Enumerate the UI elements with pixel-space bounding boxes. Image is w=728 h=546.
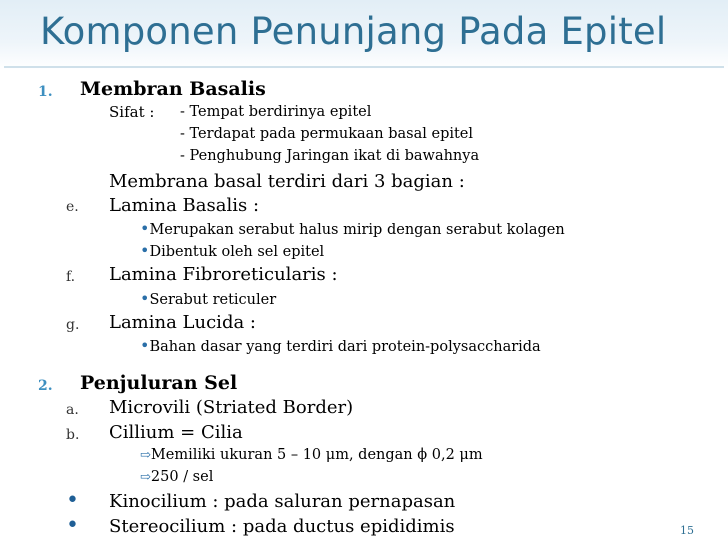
part-name: Lamina Basalis : bbox=[109, 195, 260, 216]
cilia-detail: ⇨Memiliki ukuran 5 – 10 μm, dengan ϕ 0,2 μm bbox=[140, 447, 483, 463]
sifat-item: - Tempat berdirinya epitel bbox=[180, 104, 372, 120]
bullet-dot-icon: • bbox=[140, 289, 150, 308]
part-detail: •Merupakan serabut halus mirip dengan serabut kolagen bbox=[140, 219, 565, 238]
part-letter: f. bbox=[66, 269, 76, 285]
item-text: Cillium = Cilia bbox=[109, 422, 243, 443]
bullet-dot-icon: • bbox=[66, 488, 79, 513]
item-letter: a. bbox=[66, 402, 79, 418]
cilia-type: Stereocilium : pada ductus epididimis bbox=[109, 516, 455, 537]
cilia-type: Kinocilium : pada saluran pernapasan bbox=[109, 491, 456, 512]
part-name: Lamina Lucida : bbox=[109, 312, 256, 333]
item-text: Microvili (Striated Border) bbox=[109, 397, 354, 418]
section2-heading: Penjuluran Sel bbox=[80, 372, 238, 394]
page-number: 15 bbox=[680, 524, 694, 537]
bullet-dot-icon: • bbox=[140, 219, 150, 238]
section1-heading: Membran Basalis bbox=[80, 78, 266, 100]
arrow-right-icon: ⇨ bbox=[140, 448, 151, 463]
slide-title: Komponen Penunjang Pada Epitel bbox=[40, 10, 667, 53]
bullet-dot-icon: • bbox=[140, 241, 150, 260]
item-letter: b. bbox=[66, 427, 80, 443]
sifat-label: Sifat : bbox=[109, 103, 155, 121]
cilia-detail: ⇨250 / sel bbox=[140, 469, 214, 485]
bullet-dot-icon: • bbox=[66, 513, 79, 538]
membrana-intro: Membrana basal terdiri dari 3 bagian : bbox=[109, 171, 465, 192]
section2-number: 2. bbox=[38, 378, 53, 394]
sifat-item: - Terdapat pada permukaan basal epitel bbox=[180, 126, 474, 142]
arrow-right-icon: ⇨ bbox=[140, 470, 151, 485]
sifat-item: - Penghubung Jaringan ikat di bawahnya bbox=[180, 148, 480, 164]
part-detail: •Bahan dasar yang terdiri dari protein-polysaccharida bbox=[140, 336, 541, 355]
part-detail: •Dibentuk oleh sel epitel bbox=[140, 241, 325, 260]
title-divider bbox=[4, 66, 724, 68]
part-letter: e. bbox=[66, 199, 79, 215]
part-detail: •Serabut reticuler bbox=[140, 289, 277, 308]
part-letter: g. bbox=[66, 317, 80, 333]
section1-number: 1. bbox=[38, 84, 53, 100]
part-name: Lamina Fibroreticularis : bbox=[109, 264, 338, 285]
bullet-dot-icon: • bbox=[140, 336, 150, 355]
